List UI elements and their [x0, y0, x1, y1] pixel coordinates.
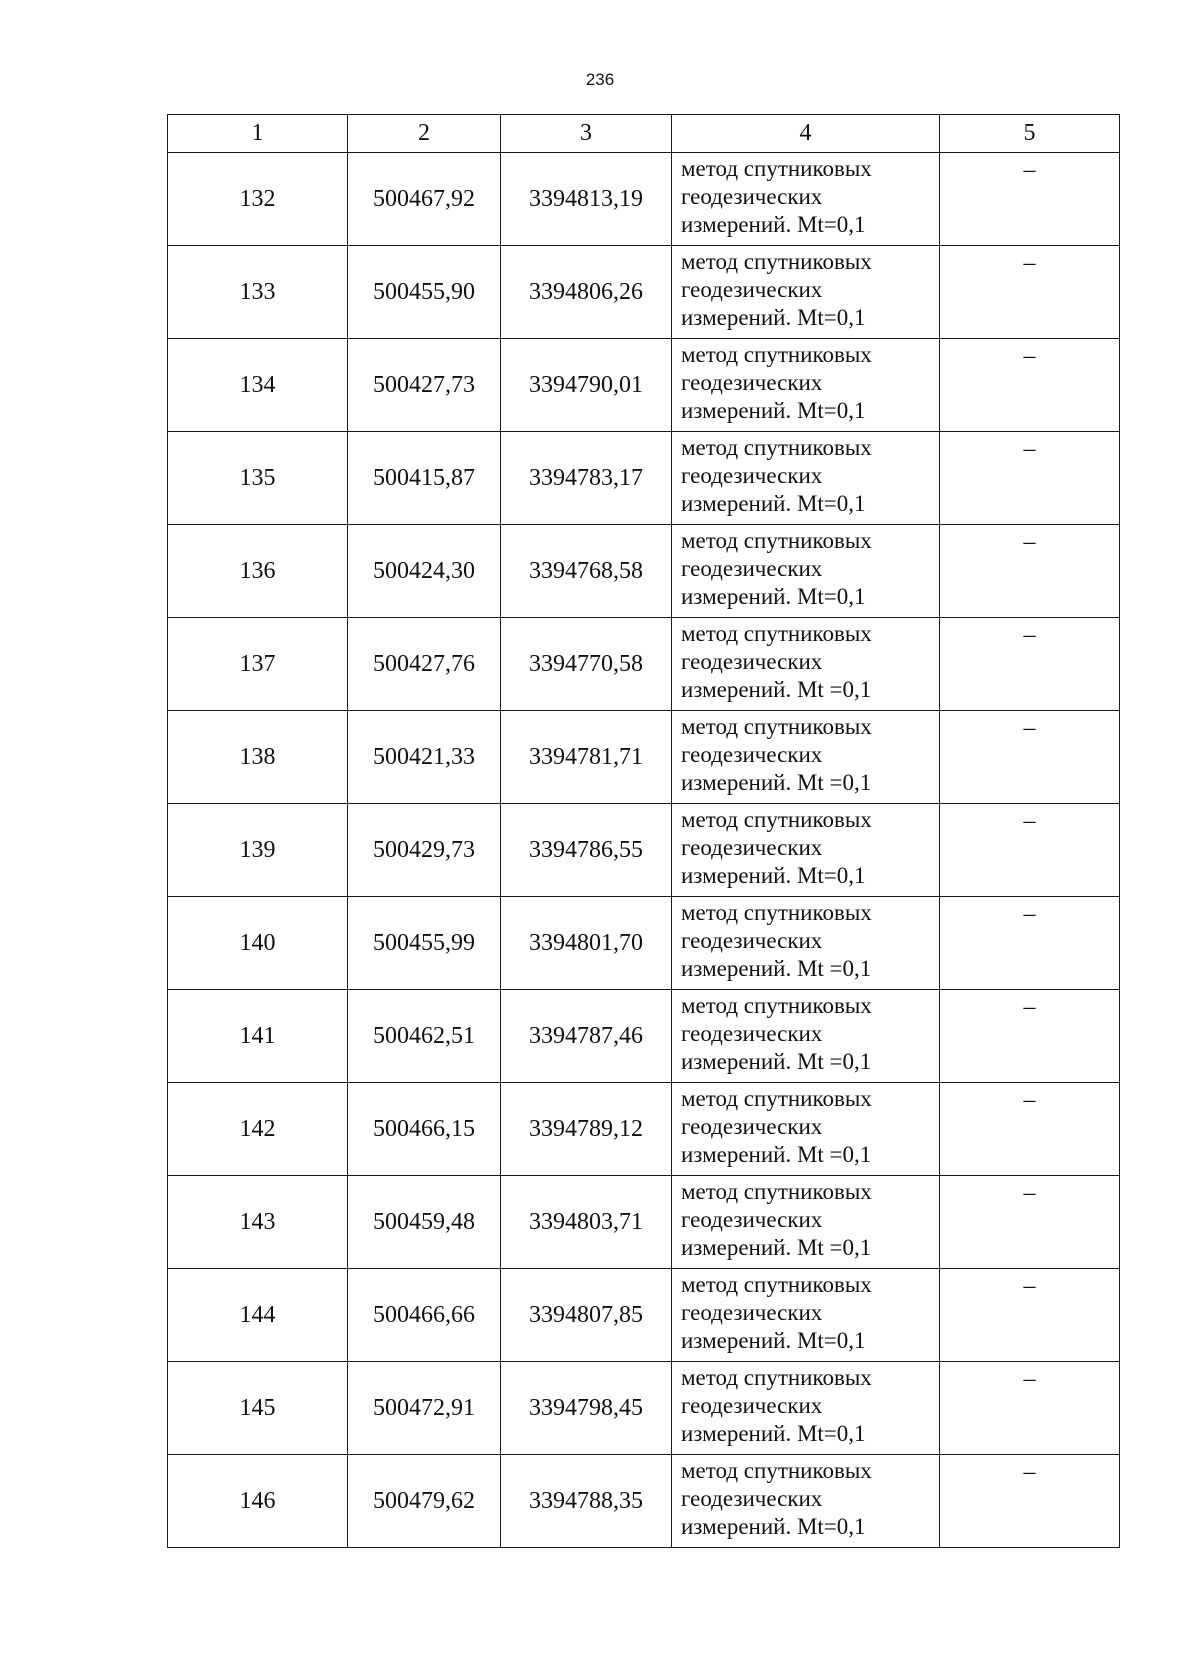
table-row — [168, 897, 1120, 990]
header-row — [168, 115, 1120, 153]
note-cell: – — [940, 711, 1120, 804]
method-cell — [672, 1362, 940, 1455]
method-cell — [672, 897, 940, 990]
table-row — [168, 1083, 1120, 1176]
method-cell — [672, 618, 940, 711]
method-line: геодезических — [681, 1300, 823, 1325]
note-cell: – — [940, 1176, 1120, 1269]
table-row — [168, 1362, 1120, 1455]
point-number-cell: 145 — [168, 1362, 348, 1455]
method-line: измерений. Mt =0,1 — [681, 1142, 872, 1167]
table-row — [168, 432, 1120, 525]
point-number-cell: 133 — [168, 246, 348, 339]
method-line: геодезических — [681, 1486, 823, 1511]
method-line: геодезических — [681, 1114, 823, 1139]
point-number-cell: 140 — [168, 897, 348, 990]
method-line: измерений. Mt=0,1 — [681, 1328, 866, 1353]
point-number-cell: 137 — [168, 618, 348, 711]
y-coordinate-cell: 3394781,71 — [501, 711, 672, 804]
table-row — [168, 618, 1120, 711]
x-coordinate-cell: 500466,66 — [348, 1269, 501, 1362]
method-cell — [672, 804, 940, 897]
method-line: измерений. Mt =0,1 — [681, 956, 872, 981]
x-coordinate-cell: 500455,99 — [348, 897, 501, 990]
method-cell — [672, 990, 940, 1083]
y-coordinate-cell: 3394787,46 — [501, 990, 672, 1083]
x-coordinate-cell: 500462,51 — [348, 990, 501, 1083]
point-number-cell: 134 — [168, 339, 348, 432]
method-line: измерений. Mt=0,1 — [681, 491, 866, 516]
y-coordinate-cell: 3394801,70 — [501, 897, 672, 990]
table-header — [168, 115, 1120, 153]
header-col-4: 4 — [672, 115, 940, 153]
method-cell — [672, 432, 940, 525]
x-coordinate-cell: 500466,15 — [348, 1083, 501, 1176]
y-coordinate-cell: 3394768,58 — [501, 525, 672, 618]
method-line: метод спутниковых — [681, 435, 872, 460]
method-line: метод спутниковых — [681, 1086, 872, 1111]
point-number-cell: 138 — [168, 711, 348, 804]
method-line: измерений. Mt=0,1 — [681, 863, 866, 888]
method-line: геодезических — [681, 742, 823, 767]
y-coordinate-cell: 3394783,17 — [501, 432, 672, 525]
y-coordinate-cell: 3394786,55 — [501, 804, 672, 897]
point-number-cell: 139 — [168, 804, 348, 897]
method-line: измерений. Mt=0,1 — [681, 305, 866, 330]
note-cell: – — [940, 1362, 1120, 1455]
method-line: метод спутниковых — [681, 1272, 872, 1297]
x-coordinate-cell: 500429,73 — [348, 804, 501, 897]
table-row — [168, 804, 1120, 897]
header-col-1: 1 — [168, 115, 348, 153]
table-row — [168, 246, 1120, 339]
point-number-cell: 146 — [168, 1455, 348, 1548]
method-line: геодезических — [681, 1207, 823, 1232]
method-line: метод спутниковых — [681, 249, 872, 274]
table-row — [168, 1455, 1120, 1548]
x-coordinate-cell: 500427,73 — [348, 339, 501, 432]
method-line: геодезических — [681, 463, 823, 488]
method-line: метод спутниковых — [681, 621, 872, 646]
x-coordinate-cell: 500472,91 — [348, 1362, 501, 1455]
method-cell — [672, 246, 940, 339]
method-line: метод спутниковых — [681, 156, 872, 181]
method-line: измерений. Mt=0,1 — [681, 584, 866, 609]
method-line: метод спутниковых — [681, 993, 872, 1018]
note-cell: – — [940, 804, 1120, 897]
point-number-cell: 141 — [168, 990, 348, 1083]
x-coordinate-cell: 500467,92 — [348, 153, 501, 246]
x-coordinate-cell: 500424,30 — [348, 525, 501, 618]
point-number-cell: 144 — [168, 1269, 348, 1362]
method-line: геодезических — [681, 1393, 823, 1418]
page-number: 236 — [585, 70, 615, 89]
x-coordinate-cell: 500415,87 — [348, 432, 501, 525]
note-cell: – — [940, 246, 1120, 339]
method-line: измерений. Mt =0,1 — [681, 1235, 872, 1260]
table-row — [168, 1269, 1120, 1362]
method-line: измерений. Mt =0,1 — [681, 770, 872, 795]
method-line: измерений. Mt=0,1 — [681, 1421, 866, 1446]
method-cell — [672, 1269, 940, 1362]
method-cell — [672, 1455, 940, 1548]
method-line: геодезических — [681, 277, 823, 302]
y-coordinate-cell: 3394790,01 — [501, 339, 672, 432]
point-number-cell: 143 — [168, 1176, 348, 1269]
table-body — [168, 153, 1120, 1548]
y-coordinate-cell: 3394806,26 — [501, 246, 672, 339]
coordinates-table — [167, 114, 1120, 1548]
note-cell: – — [940, 1455, 1120, 1548]
y-coordinate-cell: 3394788,35 — [501, 1455, 672, 1548]
method-cell — [672, 1176, 940, 1269]
table-row — [168, 711, 1120, 804]
note-cell: – — [940, 897, 1120, 990]
method-line: измерений. Mt=0,1 — [681, 212, 866, 237]
method-cell — [672, 339, 940, 432]
note-cell: – — [940, 990, 1120, 1083]
method-line: геодезических — [681, 928, 823, 953]
note-cell: – — [940, 339, 1120, 432]
method-cell — [672, 153, 940, 246]
x-coordinate-cell: 500427,76 — [348, 618, 501, 711]
method-line: метод спутниковых — [681, 1365, 872, 1390]
header-col-2: 2 — [348, 115, 501, 153]
method-cell — [672, 525, 940, 618]
point-number-cell: 136 — [168, 525, 348, 618]
note-cell: – — [940, 1269, 1120, 1362]
method-line: измерений. Mt=0,1 — [681, 1514, 866, 1539]
method-line: метод спутниковых — [681, 714, 872, 739]
method-line: метод спутниковых — [681, 900, 872, 925]
point-number-cell: 142 — [168, 1083, 348, 1176]
y-coordinate-cell: 3394789,12 — [501, 1083, 672, 1176]
method-cell — [672, 1083, 940, 1176]
table-row — [168, 1176, 1120, 1269]
method-line: геодезических — [681, 370, 823, 395]
point-number-cell: 132 — [168, 153, 348, 246]
point-number-cell: 135 — [168, 432, 348, 525]
note-cell: – — [940, 432, 1120, 525]
method-line: геодезических — [681, 556, 823, 581]
note-cell: – — [940, 153, 1120, 246]
x-coordinate-cell: 500459,48 — [348, 1176, 501, 1269]
method-line: измерений. Mt =0,1 — [681, 1049, 872, 1074]
method-line: геодезических — [681, 835, 823, 860]
note-cell: – — [940, 525, 1120, 618]
y-coordinate-cell: 3394770,58 — [501, 618, 672, 711]
header-col-3: 3 — [501, 115, 672, 153]
method-line: геодезических — [681, 184, 823, 209]
y-coordinate-cell: 3394807,85 — [501, 1269, 672, 1362]
table-row — [168, 153, 1120, 246]
x-coordinate-cell: 500479,62 — [348, 1455, 501, 1548]
x-coordinate-cell: 500455,90 — [348, 246, 501, 339]
note-cell: – — [940, 618, 1120, 711]
method-line: метод спутниковых — [681, 1458, 872, 1483]
method-cell — [672, 711, 940, 804]
y-coordinate-cell: 3394798,45 — [501, 1362, 672, 1455]
method-line: измерений. Mt=0,1 — [681, 398, 866, 423]
table-row — [168, 990, 1120, 1083]
table-row — [168, 525, 1120, 618]
method-line: геодезических — [681, 1021, 823, 1046]
method-line: измерений. Mt =0,1 — [681, 677, 872, 702]
note-cell: – — [940, 1083, 1120, 1176]
x-coordinate-cell: 500421,33 — [348, 711, 501, 804]
header-col-5: 5 — [940, 115, 1120, 153]
y-coordinate-cell: 3394803,71 — [501, 1176, 672, 1269]
method-line: метод спутниковых — [681, 807, 872, 832]
method-line: метод спутниковых — [681, 1179, 872, 1204]
method-line: геодезических — [681, 649, 823, 674]
method-line: метод спутниковых — [681, 528, 872, 553]
method-line: метод спутниковых — [681, 342, 872, 367]
y-coordinate-cell: 3394813,19 — [501, 153, 672, 246]
table-row — [168, 339, 1120, 432]
